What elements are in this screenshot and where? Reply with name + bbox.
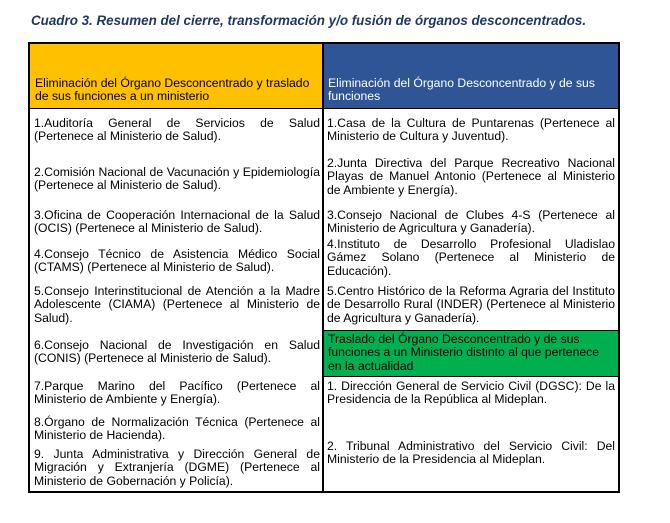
table-caption: Cuadro 3. Resumen del cierre, transformación y/o fusión de órganos desconcentrados.	[31, 13, 587, 28]
list-item-right-2: 2.Junta Directiva del Parque Recreativo Nacional Playas de Manuel Antonio (Pertenece al Ministerio de Ambiente y Energía).	[327, 156, 615, 197]
header-left: Eliminación del Órgano Desconcentrado y traslado de sus funciones a un ministerio	[30, 44, 322, 108]
transfer-divider	[324, 376, 618, 377]
list-item-left-8: 8.Órgano de Normalización Técnica (Pertenece al Ministerio de Hacienda).	[34, 415, 320, 443]
transfer-item-1: 1. Dirección General de Servicio Civil (DGSC): De la Presidencia de la República al Mideplan.	[327, 379, 615, 407]
list-item-left-9: 9. Junta Administrativa y Dirección General de Migración y Extranjería (DGME) (Pertenece al Ministerio de Gobernación y Policía).	[34, 447, 320, 488]
header-divider	[30, 108, 618, 109]
transfer-header: Traslado del Órgano Desconcentrado y de sus funciones a un Ministerio distinto al que pertenece en la actualidad	[324, 331, 618, 376]
list-item-right-5: 5.Centro Histórico de la Reforma Agraria del Instituto de Desarrollo Rural (INDER) (Pertenece al Ministerio de Agricultura y Ganadería).	[327, 284, 615, 325]
transfer-item-2: 2. Tribunal Administrativo del Servicio Civil: Del Ministerio de la Presidencia al Mideplan.	[327, 439, 615, 467]
list-item-left-6: 6.Consejo Nacional de Investigación en Salud (CONIS) (Pertenece al Ministerio de Salud).	[34, 338, 320, 366]
list-item-left-3: 3.Oficina de Cooperación Internacional de la Salud (OCIS) (Pertenece al Ministerio de Salud).	[34, 208, 320, 236]
list-item-left-7: 7.Parque Marino del Pacífico (Pertenece al Ministerio de Ambiente y Energía).	[34, 379, 320, 407]
summary-table	[28, 42, 620, 493]
list-item-left-2: 2.Comisión Nacional de Vacunación y Epidemiología (Pertenece al Ministerio de Salud).	[34, 165, 320, 193]
header-right: Eliminación del Órgano Desconcentrado y de sus funciones	[324, 44, 618, 108]
list-item-right-3: 3.Consejo Nacional de Clubes 4-S (Pertenece al Ministerio de Agricultura y Ganadería).	[327, 208, 615, 236]
column-divider	[322, 44, 324, 491]
list-item-right-1: 1.Casa de la Cultura de Puntarenas (Pertenece al Ministerio de Cultura y Juventud).	[327, 116, 615, 144]
list-item-left-5: 5.Consejo Interinstitucional de Atención a la Madre Adolescente (CIAMA) (Pertenece al Ministerio de Salud).	[34, 284, 320, 325]
list-item-left-1: 1.Auditoría General de Servicios de Salud (Pertenece al Ministerio de Salud).	[34, 116, 320, 144]
list-item-right-4: 4.Instituto de Desarrollo Profesional Uladislao Gámez Solano (Pertenece al Ministerio de Educación).	[327, 237, 615, 278]
list-item-left-4: 4.Consejo Técnico de Asistencia Médico Social (CTAMS) (Pertenece al Ministerio de Salud).	[34, 247, 320, 275]
